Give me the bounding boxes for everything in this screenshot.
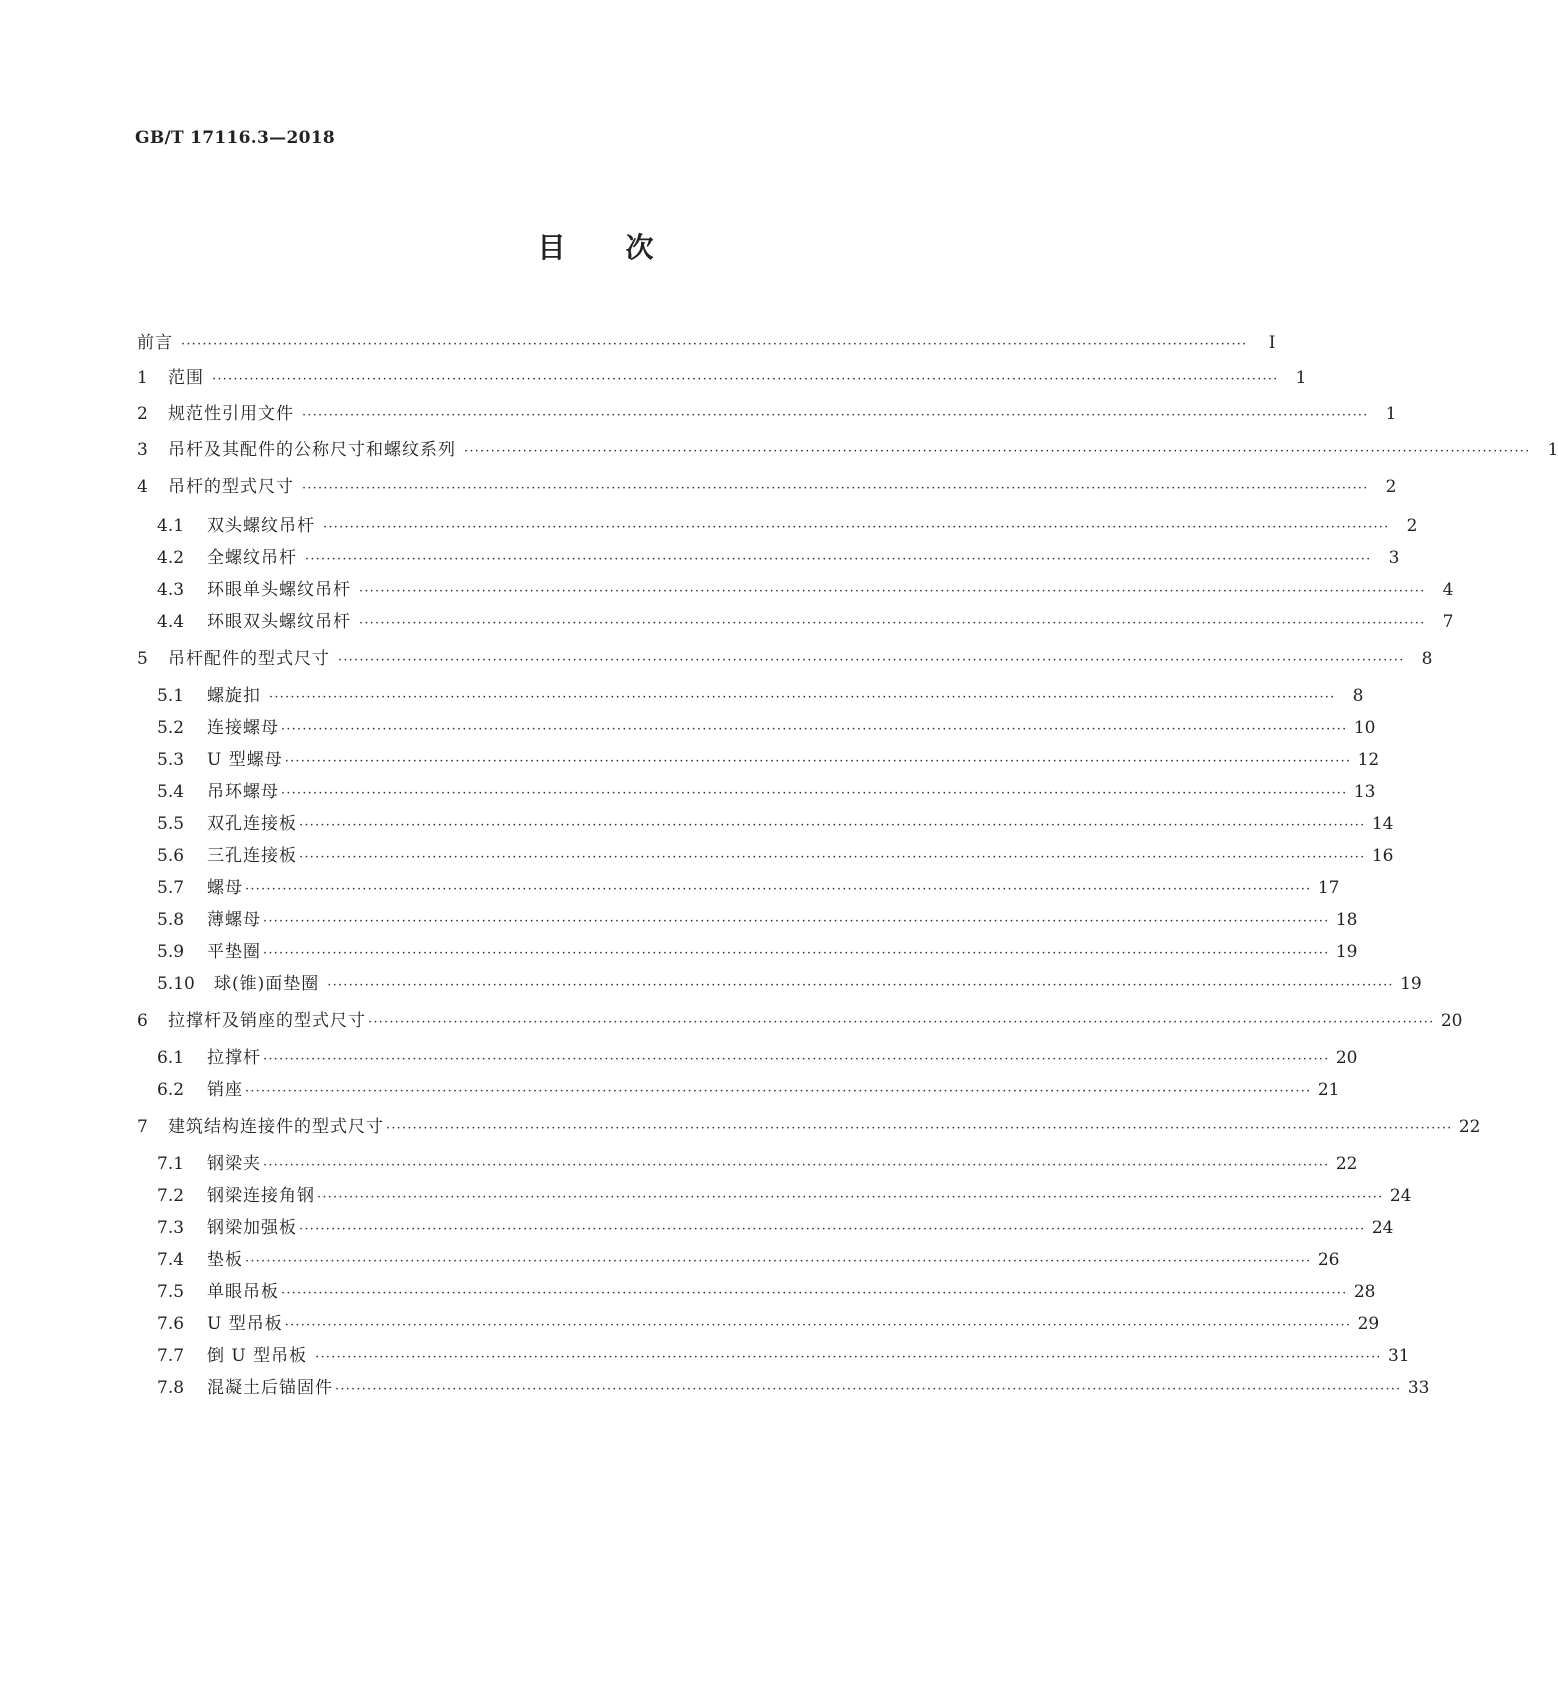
- toc-entry-title: 平垫圈: [207, 942, 261, 962]
- toc-entry-title: 规范性引用文件: [168, 404, 294, 424]
- toc-leader-dots: ········································································································································································································: [281, 1286, 1348, 1301]
- toc-entry-page: 22: [1335, 1154, 1358, 1174]
- toc-leader-dots: ········································································································································································································: [263, 1158, 1330, 1173]
- toc-entry: [157, 685, 1364, 707]
- toc-entry-number: 7.2: [157, 1186, 185, 1206]
- toc-entry-page: 16: [1371, 846, 1394, 866]
- toc-entry-title: U 型螺母: [207, 750, 283, 770]
- toc-entry-page: 20: [1335, 1048, 1358, 1068]
- toc-entry: [157, 1313, 1380, 1335]
- toc-entry-title: 垫板: [207, 1250, 243, 1270]
- toc-entry-page: 2: [1385, 477, 1397, 497]
- toc-leader-dots: ········································································································································································································: [368, 1015, 1435, 1030]
- toc-entry: [157, 1153, 1358, 1175]
- toc-entry-title: 倒 U 型吊板: [207, 1346, 308, 1366]
- page-title: 目次: [537, 231, 714, 264]
- toc-entry-title: 薄螺母: [207, 910, 261, 930]
- toc-entry-title: 吊环螺母: [207, 782, 279, 802]
- toc-leader-dots: ········································································································································································································: [464, 444, 1531, 459]
- toc-entry-title: 钢梁连接角钢: [207, 1186, 315, 1206]
- toc-leader-dots: ········································································································································································································: [299, 1222, 1366, 1237]
- toc-entry-number: 5.10: [157, 974, 195, 994]
- toc-entry-number: 6.2: [157, 1080, 185, 1100]
- toc-entry-number: 5.5: [157, 814, 185, 834]
- toc-entry-number: 5.7: [157, 878, 185, 898]
- toc-entry-number: 5.1: [157, 686, 185, 706]
- toc-leader-dots: ········································································································································································································: [263, 1052, 1330, 1067]
- toc-entry-page: 8: [1352, 686, 1364, 706]
- toc-entry-title: 销座: [207, 1080, 243, 1100]
- toc-entry-title: 连接螺母: [207, 718, 279, 738]
- toc-entry-page: 7: [1442, 612, 1454, 632]
- toc-entry-page: 1: [1385, 404, 1397, 424]
- toc-entry-number: 5.4: [157, 782, 185, 802]
- toc-entry-title: 前言: [137, 333, 173, 353]
- toc-entry-number: 1: [137, 368, 148, 388]
- toc-entry-title: 三孔连接板: [207, 846, 297, 866]
- toc-entry-number: 7: [137, 1117, 148, 1137]
- toc-leader-dots: ········································································································································································································: [359, 584, 1426, 599]
- toc-entry: [137, 403, 1397, 425]
- toc-entry-title: 吊杆配件的型式尺寸: [168, 649, 330, 669]
- toc-leader-dots: ········································································································································································································: [327, 978, 1394, 993]
- standard-code: GB/T 17116.3—2018: [135, 128, 335, 148]
- toc-entry-page: 24: [1371, 1218, 1394, 1238]
- toc-entry-page: 18: [1335, 910, 1358, 930]
- toc-leader-dots: ········································································································································································································: [284, 754, 1352, 769]
- toc-entry: [157, 781, 1376, 803]
- toc-entry: [157, 1217, 1394, 1239]
- toc-entry: [157, 1047, 1358, 1069]
- toc-entry-title: 钢梁加强板: [207, 1218, 297, 1238]
- toc-entry-title: 吊杆的型式尺寸: [168, 477, 294, 497]
- toc-entry: [157, 941, 1358, 963]
- toc-entry: [137, 648, 1433, 670]
- toc-leader-dots: ········································································································································································································: [263, 946, 1330, 961]
- toc-entry-page: 20: [1440, 1011, 1463, 1031]
- toc-entry-number: 7.4: [157, 1250, 185, 1270]
- toc-leader-dots: ········································································································································································································: [299, 818, 1366, 833]
- toc-entry-number: 3: [137, 440, 148, 460]
- toc-leader-dots: ········································································································································································································: [245, 882, 1312, 897]
- toc-leader-dots: ········································································································································································································: [245, 1254, 1312, 1269]
- toc-entry-page: 13: [1353, 782, 1376, 802]
- toc-entry-title: 环眼单头螺纹吊杆: [207, 580, 351, 600]
- toc-leader-dots: ········································································································································································································: [269, 690, 1336, 705]
- toc-entry-page: Ⅰ: [1268, 333, 1276, 353]
- toc-entry-number: 4: [137, 477, 148, 497]
- toc-entry: [157, 1249, 1340, 1271]
- toc-entry: [157, 973, 1422, 995]
- toc-entry-title: 拉撑杆: [207, 1048, 261, 1068]
- toc-entry-page: 1: [1547, 440, 1558, 460]
- toc-entry-number: 4.3: [157, 580, 185, 600]
- toc-entry: [137, 332, 1276, 354]
- toc-entry-page: 14: [1371, 814, 1394, 834]
- toc-entry-title: 建筑结构连接件的型式尺寸: [168, 1117, 384, 1137]
- toc-entry: [157, 813, 1394, 835]
- toc-entry-title: 螺旋扣: [207, 686, 261, 706]
- toc-entry-number: 5.6: [157, 846, 185, 866]
- toc-entry-number: 2: [137, 404, 148, 424]
- toc-entry-number: 4.4: [157, 612, 185, 632]
- toc-entry: [157, 1185, 1412, 1207]
- toc-entry-title: U 型吊板: [207, 1314, 283, 1334]
- toc-entry: [157, 909, 1358, 931]
- toc-leader-dots: ········································································································································································································: [281, 786, 1348, 801]
- toc-entry-title: 球(锥)面垫圈: [214, 974, 320, 994]
- toc-entry-page: 2: [1406, 516, 1418, 536]
- toc-leader-dots: ········································································································································································································: [315, 1350, 1382, 1365]
- toc-entry-page: 19: [1335, 942, 1358, 962]
- toc-entry-number: 7.6: [157, 1314, 185, 1334]
- toc-leader-dots: ········································································································································································································: [302, 481, 1369, 496]
- toc-entry-number: 7.8: [157, 1378, 185, 1398]
- toc-leader-dots: ········································································································································································································: [323, 520, 1390, 535]
- toc-entry-number: 4.2: [157, 548, 185, 568]
- toc-entry: [157, 717, 1376, 739]
- toc-leader-dots: ········································································································································································································: [245, 1084, 1312, 1099]
- toc-entry: [157, 877, 1340, 899]
- toc-entry-page: 1: [1295, 368, 1307, 388]
- toc-entry-title: 双孔连接板: [207, 814, 297, 834]
- toc-entry-page: 8: [1421, 649, 1433, 669]
- toc-leader-dots: ········································································································································································································: [386, 1121, 1453, 1136]
- toc-entry-number: 5.2: [157, 718, 185, 738]
- toc-entry-page: 10: [1353, 718, 1376, 738]
- toc-entry-page: 31: [1387, 1346, 1410, 1366]
- toc-leader-dots: ········································································································································································································: [317, 1190, 1384, 1205]
- toc-entry: [157, 579, 1454, 601]
- toc-entry-number: 7.5: [157, 1282, 185, 1302]
- toc-entry-page: 21: [1317, 1080, 1340, 1100]
- toc-entry-page: 26: [1317, 1250, 1340, 1270]
- toc-entry-number: 7.1: [157, 1154, 185, 1174]
- toc-entry-page: 17: [1317, 878, 1340, 898]
- toc-entry-number: 7.7: [157, 1346, 185, 1366]
- toc-leader-dots: ········································································································································································································: [281, 722, 1348, 737]
- toc-entry-title: 吊杆及其配件的公称尺寸和螺纹系列: [168, 440, 456, 460]
- toc-entry: [157, 749, 1380, 771]
- toc-leader-dots: ········································································································································································································: [181, 337, 1248, 352]
- toc-entry: [137, 476, 1397, 498]
- toc-entry: [137, 1010, 1463, 1032]
- toc-leader-dots: ········································································································································································································: [284, 1318, 1352, 1333]
- toc-entry-number: 4.1: [157, 516, 185, 536]
- toc-entry-page: 19: [1400, 974, 1422, 994]
- toc-entry-page: 28: [1353, 1282, 1376, 1302]
- toc-entry-page: 4: [1442, 580, 1454, 600]
- toc-entry-page: 3: [1388, 548, 1400, 568]
- toc-entry: [157, 547, 1400, 569]
- toc-entry-number: 5.3: [157, 750, 185, 770]
- toc-leader-dots: ········································································································································································································: [263, 914, 1330, 929]
- toc-leader-dots: ········································································································································································································: [338, 653, 1405, 668]
- toc-entry-number: 6.1: [157, 1048, 185, 1068]
- toc-entry-title: 混凝土后锚固件: [207, 1378, 333, 1398]
- toc-entry: [157, 1079, 1340, 1101]
- toc-entry: [157, 1377, 1430, 1399]
- toc-entry-page: 24: [1389, 1186, 1412, 1206]
- toc-entry-title: 钢梁夹: [207, 1154, 261, 1174]
- toc-entry-title: 环眼双头螺纹吊杆: [207, 612, 351, 632]
- toc-entry-title: 单眼吊板: [207, 1282, 279, 1302]
- toc-entry-title: 拉撑杆及销座的型式尺寸: [168, 1011, 366, 1031]
- toc-entry-number: 5: [137, 649, 148, 669]
- toc-entry: [157, 845, 1394, 867]
- toc-leader-dots: ········································································································································································································: [335, 1382, 1402, 1397]
- toc-entry: [157, 515, 1418, 537]
- toc-entry: [137, 1116, 1481, 1138]
- toc-leader-dots: ········································································································································································································: [359, 616, 1426, 631]
- toc-entry: [157, 611, 1454, 633]
- toc-entry-page: 12: [1357, 750, 1380, 770]
- toc-entry-number: 7.3: [157, 1218, 185, 1238]
- toc-entry-page: 29: [1357, 1314, 1380, 1334]
- toc-entry-title: 螺母: [207, 878, 243, 898]
- toc-entry: [137, 367, 1307, 389]
- toc-entry: [137, 439, 1558, 461]
- toc-entry-number: 5.9: [157, 942, 185, 962]
- toc-entry-number: 5.8: [157, 910, 185, 930]
- toc-entry-title: 双头螺纹吊杆: [207, 516, 315, 536]
- toc-entry-page: 33: [1407, 1378, 1430, 1398]
- toc-leader-dots: ········································································································································································································: [305, 552, 1372, 567]
- toc-entry-title: 范围: [168, 368, 204, 388]
- toc-entry: [157, 1345, 1410, 1367]
- toc-entry-page: 22: [1458, 1117, 1481, 1137]
- toc-entry: [157, 1281, 1376, 1303]
- toc-entry-number: 6: [137, 1011, 148, 1031]
- toc-leader-dots: ········································································································································································································: [212, 372, 1279, 387]
- toc-leader-dots: ········································································································································································································: [299, 850, 1366, 865]
- toc-entry-title: 全螺纹吊杆: [207, 548, 297, 568]
- toc-leader-dots: ········································································································································································································: [302, 408, 1369, 423]
